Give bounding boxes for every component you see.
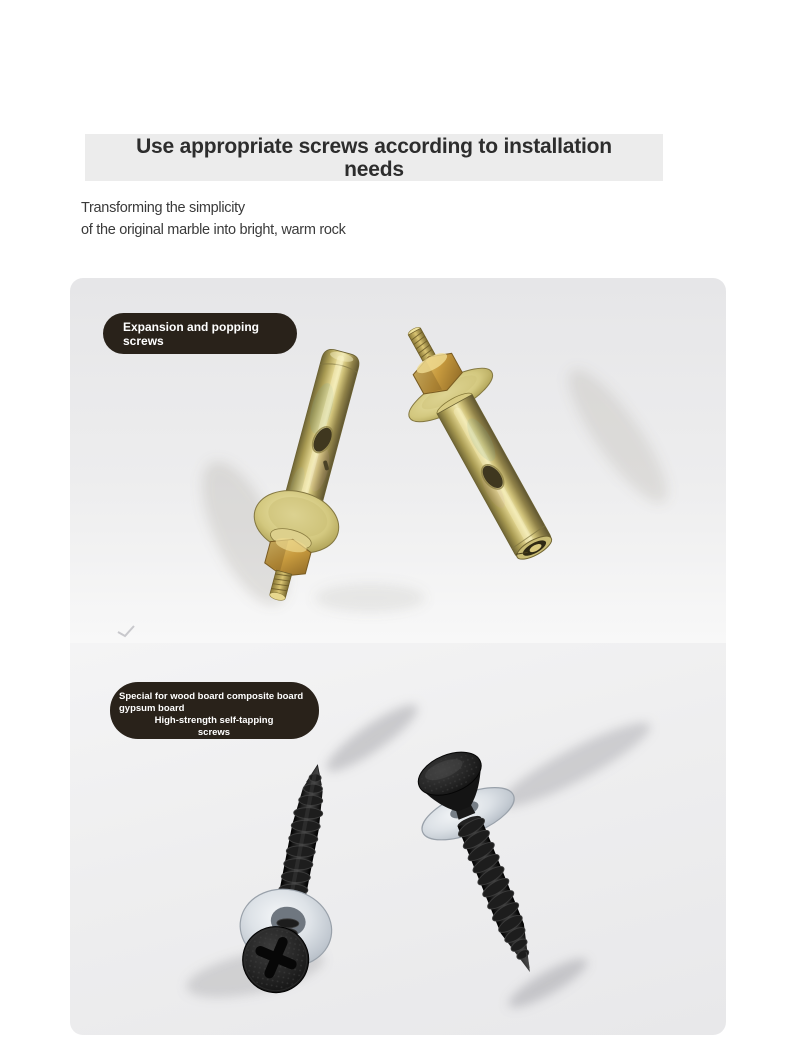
label-line-3: High-strength self-tapping bbox=[154, 715, 274, 726]
label-self-tapping-screws bbox=[110, 682, 319, 739]
label-line-2: gypsum board bbox=[119, 703, 185, 714]
label-line-1: Special for wood board composite board bbox=[119, 691, 304, 702]
backdrop-scratch bbox=[118, 626, 134, 636]
subtitle-line-1: Transforming the simplicity bbox=[81, 200, 245, 216]
expansion-bolt-right bbox=[373, 306, 580, 577]
title-line-2: needs bbox=[344, 157, 404, 181]
label-line-4: screws bbox=[197, 727, 231, 738]
self-tapping-screw-left bbox=[228, 755, 363, 1001]
subtitle-line-2: of the original marble into bright, warm rock bbox=[81, 221, 346, 238]
page-title bbox=[85, 134, 663, 181]
section-expansion-screws bbox=[70, 278, 726, 643]
section-self-tapping-screws bbox=[70, 643, 726, 1035]
page-subtitle bbox=[81, 198, 481, 241]
label-line-2: screws bbox=[123, 334, 164, 348]
label-line-1: Expansion and popping bbox=[123, 320, 259, 334]
title-line-1: Use appropriate screws according to installation bbox=[136, 134, 612, 158]
label-expansion-screws bbox=[103, 313, 297, 354]
